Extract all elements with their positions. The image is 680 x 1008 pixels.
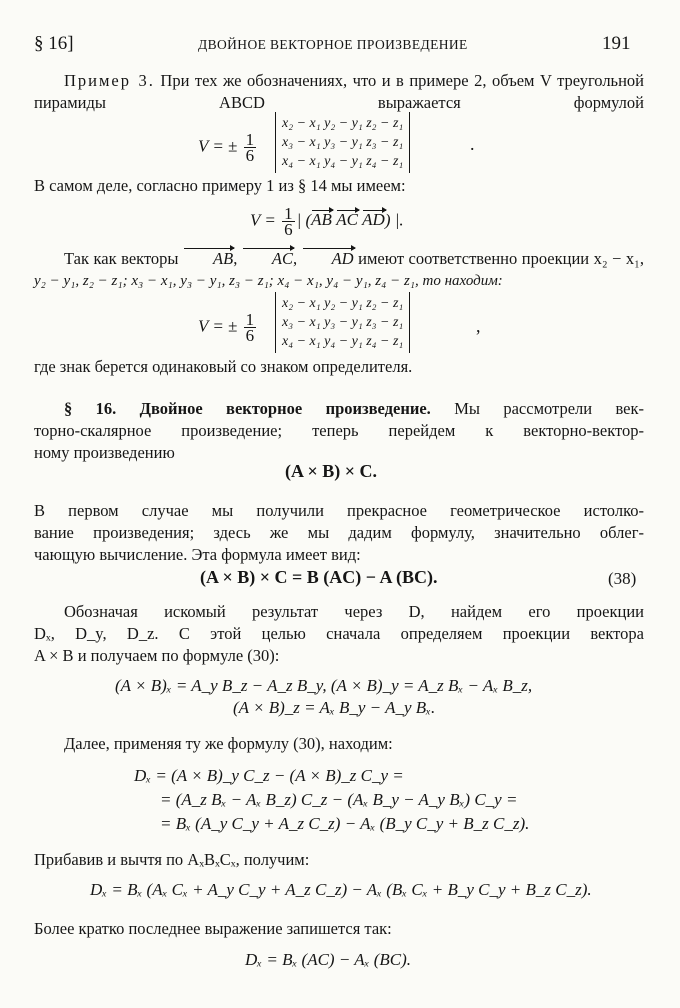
formula7-line2: = (A_z Bₓ − Aₓ B_z) C_z − (Aₓ B_y − A_y Bₓ) C_y = — [160, 790, 518, 809]
formula3-lhs: V = ± $\frac{1}{6}$ — [198, 310, 255, 345]
formula4: (A × B) × C. — [285, 461, 378, 481]
para-denote-line3: A × B и получаем по формуле (30): — [34, 646, 280, 665]
para-vectors: Так как векторы AB, AC, AD имеют соответственно проекции x₂ − x₁, — [64, 249, 645, 268]
header-title: ДВОЙНОЕ ВЕКТОРНОЕ ПРОИЗВЕДЕНИЕ — [198, 37, 468, 52]
formula7-line1: Dₓ = (A × B)_y C_z − (A × B)_z C_y = — [134, 766, 404, 785]
formula6-line2: (A × B)_z = Aₓ B_y − A_y Bₓ. — [233, 698, 436, 717]
vector-ad: AD — [302, 248, 354, 270]
para-briefly: Более кратко последнее выражение запишется так: — [34, 919, 392, 938]
para-indeed: В самом деле, согласно примеру 1 из § 14 мы имеем: — [34, 176, 406, 195]
vector-ac: AC — [336, 210, 358, 230]
section16-line2: торно-скалярное произведение; теперь перейдем к векторно-вектор- — [34, 421, 644, 440]
formula1-end: . — [470, 134, 475, 154]
det-row: x₄ − x₁ y₄ − y₁ z₄ − z₁ — [282, 334, 404, 349]
example3-paragraph — [34, 70, 644, 114]
det-row: x₃ − x₁ y₃ − y₁ z₃ − z₁ — [282, 315, 404, 330]
formula-number-38: (38) — [608, 569, 637, 588]
vector-ab: AB — [183, 248, 233, 270]
formula9: Dₓ = Bₓ (AC) − Aₓ (BC). — [245, 950, 412, 969]
formula1-determinant — [275, 112, 410, 173]
example3-label: Пример 3. — [64, 71, 155, 90]
vector-ac: AC — [242, 248, 293, 270]
formula6-line1: (A × B)ₓ = A_y B_z − A_z B_y, (A × B)_y = A_z Bₓ − Aₓ B_z, — [115, 676, 533, 695]
para-first-line2: вание произведения; здесь же мы дадим формулу, значительно облег- — [34, 523, 644, 542]
det-row: x₂ − x₁ y₂ − y₁ z₂ − z₁ — [282, 296, 404, 311]
formula5: (A × B) × C = B (AC) − A (BC). — [200, 567, 438, 587]
para-denote-line1: Обозначая искомый результат через D, найдем его проекции — [64, 602, 644, 621]
para-adding: Прибавив и вычтя по AₓBₓCₓ, получим: — [34, 850, 310, 869]
page-number: 191 — [602, 33, 631, 54]
example3-text: При тех же обозначениях, что и в примере 2, объем V треугольной пирамиды ABCD выражается формулой — [34, 71, 644, 112]
det-row: x₂ − x₁ y₂ − y₁ z₂ − z₁ — [282, 116, 404, 131]
para-sign: где знак берется одинаковый со знаком определителя. — [34, 357, 413, 376]
formula1-lhs: V = ± $\frac{1}{6}$ — [198, 130, 255, 165]
para-first-line3: чающую вычисление. Эта формула имеет вид: — [34, 545, 361, 564]
vector-ad: AD — [362, 210, 385, 230]
para-first-line1: В первом случае мы получили прекрасное геометрическое истолко- — [34, 501, 644, 520]
det-row: x₃ − x₁ y₃ − y₁ z₃ − z₁ — [282, 135, 404, 150]
header-section: § 16] — [34, 33, 74, 54]
section16-heading: § 16. Двойное векторное произведение. — [64, 399, 431, 418]
para-further: Далее, применяя ту же формулу (30), находим: — [64, 734, 393, 753]
formula8: Dₓ = Bₓ (Aₓ Cₓ + A_y C_y + A_z C_z) − Aₓ (Bₓ Cₓ + B_y C_y + B_z C_z). — [90, 880, 592, 899]
vector-ab: AB — [311, 210, 332, 230]
formula3-end: , — [476, 316, 481, 336]
section16-line1: § 16. Двойное векторное произведение. Мы рассмотрели век- — [64, 399, 645, 418]
section16-line3: ному произведению — [34, 443, 175, 462]
para-denote-line2: Dₓ, D_y, D_z. С этой целью сначала определяем проекции вектора — [34, 624, 644, 643]
det-row: x₄ − x₁ y₄ − y₁ z₄ − z₁ — [282, 154, 404, 169]
formula3-determinant — [275, 292, 410, 353]
para-vectors-line2: y₂ − y₁, z₂ − z₁; x₃ − x₁, y₃ − y₁, z₃ − z₁; x₄ − x₁, y₄ − y₁, z₄ − z₁, то находим: — [34, 273, 503, 289]
formula2: V = $\frac{1}{6}$ | (AB AC AD) |. — [250, 204, 404, 239]
formula7-line3: = Bₓ (A_y C_y + A_z C_z) − Aₓ (B_y C_y + B_z C_z). — [160, 814, 530, 833]
